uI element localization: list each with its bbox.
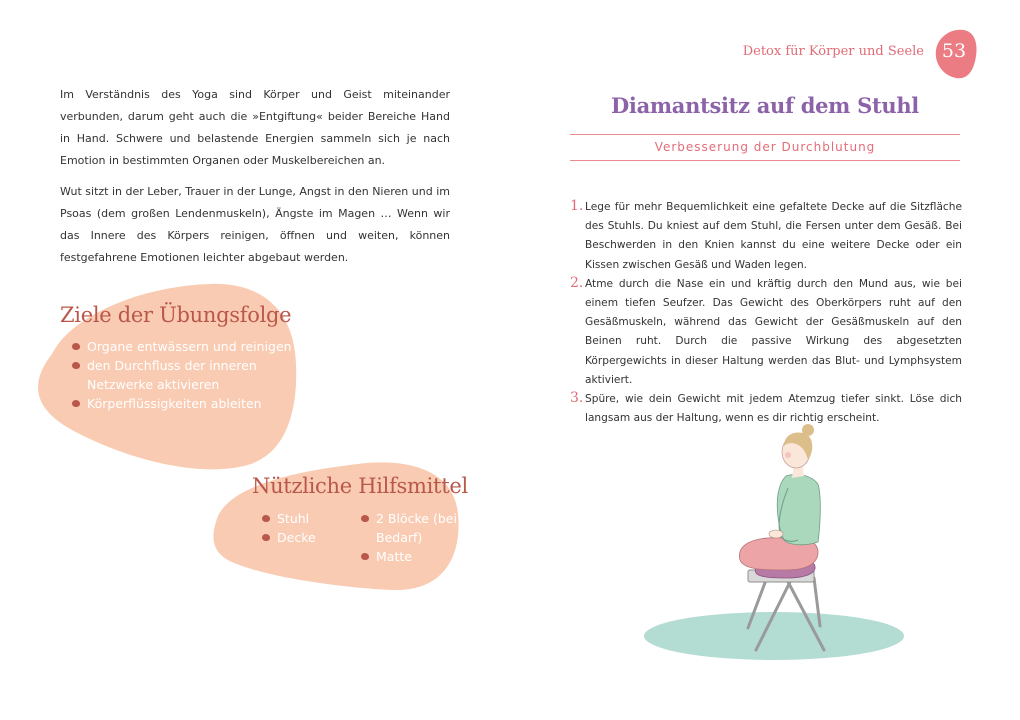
bullet-dot-icon (361, 515, 369, 522)
running-head: Detox für Körper und Seele (742, 44, 924, 59)
bullet-dot-icon (262, 534, 270, 541)
goals-list-item: Organe entwässern und reinigen (72, 337, 297, 356)
woman-kneeling-on-chair-illustration (636, 418, 912, 663)
aids-title: Nützliche Hilfsmittel (252, 474, 468, 498)
exercise-subtitle: Verbesserung der Durchblutung (654, 140, 876, 154)
goals-list-item: den Durchfluss der inneren Netzwerke aktivieren (72, 356, 297, 394)
aids-list-column-1 (262, 509, 352, 547)
bullet-dot-icon (361, 553, 369, 560)
bullet-dot-icon (72, 400, 80, 407)
exercise-title: Diamantsitz auf dem Stuhl (610, 93, 919, 118)
step-item (570, 198, 962, 275)
step-text: Lege für mehr Bequemlichkeit eine gefaltete Decke auf die Sitzfläche des Stuhls. Du kniest auf dem Stuhl, die Fersen unter dem Gesäß. Bei Beschwerden in den Knien kannst du eine weitere Decke oder ein Kissen zwischen Gesäß und Waden legen. (585, 201, 962, 271)
intro-paragraph-1: Im Verständnis des Yoga sind Körper und Geist miteinander verbunden, darum geht auch die »Entgiftung« beider Bereiche Hand in Hand. Schwere und belastende Energien sammeln sich je nach Emotion in bestimmten Organen oder Muskelbereichen an. (60, 88, 450, 167)
aids-list-item: Stuhl (262, 509, 352, 528)
step-number: 1. (570, 198, 584, 214)
goals-list-item: Körperflüssigkeiten ableiten (72, 394, 297, 413)
goals-list (72, 337, 297, 413)
step-number: 3. (570, 390, 584, 407)
divider-top (570, 134, 960, 135)
divider-bottom (570, 160, 960, 161)
aids-list-column-2 (361, 509, 461, 566)
goals-title: Ziele der Übungsfolge (60, 303, 292, 327)
exercise-steps (570, 198, 962, 428)
intro-paragraph-2: Wut sitzt in der Leber, Trauer in der Lunge, Angst in den Nieren und im Psoas (dem großen Lendenmuskeln), Ängste im Magen … Wenn wir das Innere des Körpers reinigen, öffnen und weiten, können festgefahrene Emotionen leichter abgebaut werden. (60, 185, 450, 264)
step-text: Spüre, wie dein Gewicht mit jedem Atemzug tiefer sinkt. Löse dich langsam aus der Haltung, wenn es dir richtig erscheint. (585, 393, 962, 425)
aids-list-item: Decke (262, 528, 352, 547)
page-number: 53 (941, 40, 967, 62)
step-number: 2. (570, 274, 584, 291)
step-text: Atme durch die Nase ein und kräftig durch den Mund aus, wie bei einem tiefen Seufzer. Das Gewicht des Oberkörpers ruht auf den Gesäßmuskeln, während das Gewicht der Gesäßmuskeln auf den Beinen ruht. Durch die passive Wirkung des abgesetzten Körpergewichts in dieser Haltung werden das Blut- und Lymphsystem aktiviert. (585, 277, 962, 386)
bullet-dot-icon (72, 362, 80, 369)
aids-list-item: 2 Blöcke (bei Bedarf) (361, 509, 461, 547)
step-item (570, 275, 962, 390)
bullet-dot-icon (262, 515, 270, 522)
bullet-dot-icon (72, 343, 80, 350)
aids-list-item: Matte (361, 547, 461, 566)
